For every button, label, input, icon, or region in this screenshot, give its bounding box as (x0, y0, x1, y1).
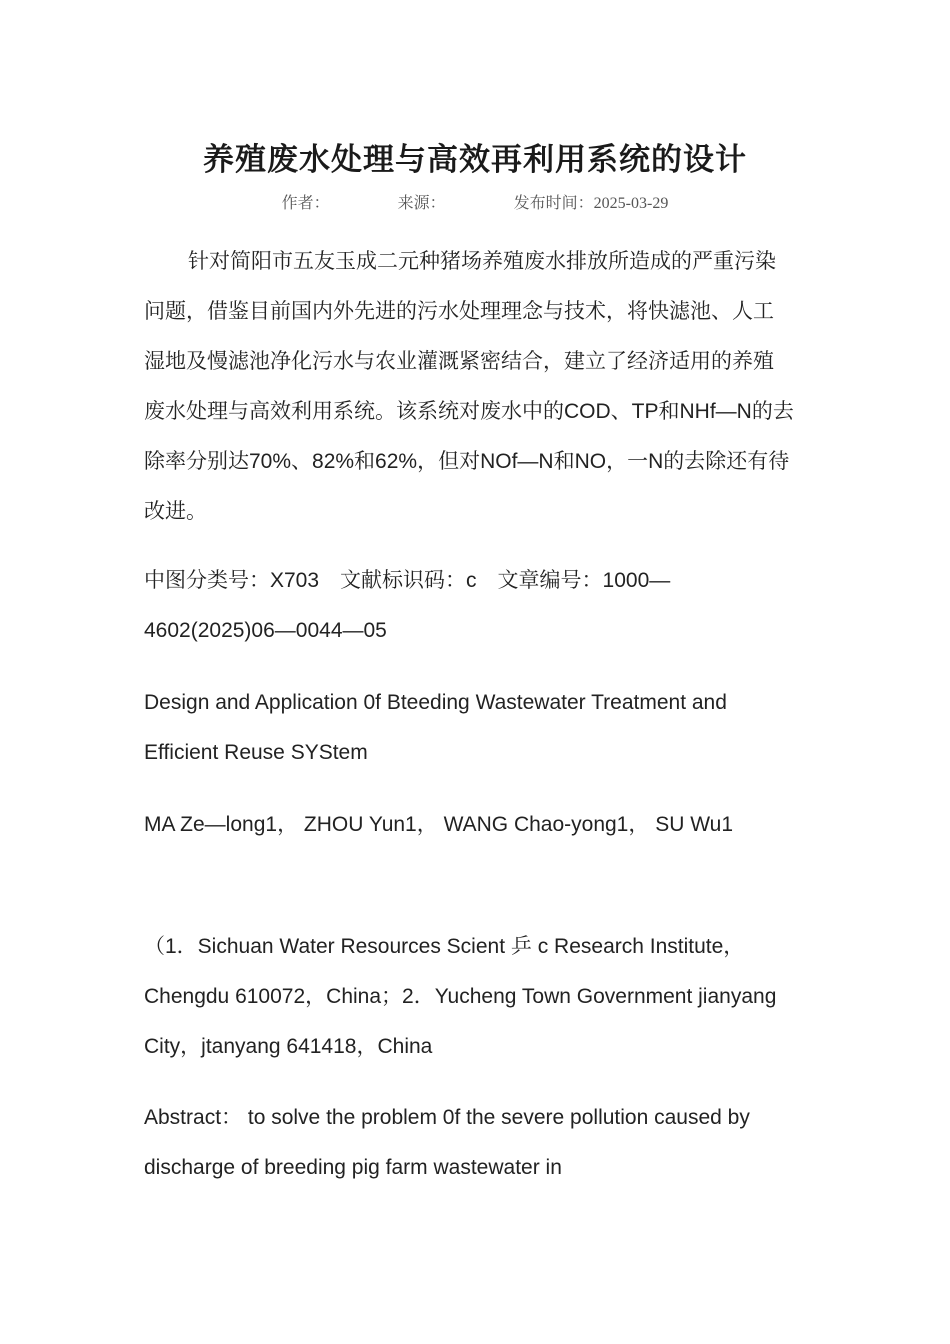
publish-date: 发布时间：2025-03-29 (513, 195, 669, 212)
classification-info: 中图分类号：X703 文献标识码：c 文章编号：1000—4602(2025)06—0044—05 (144, 569, 671, 642)
source-label: 来源： (397, 195, 446, 212)
english-title: Design and Application 0f Bteeding Wastewater Treatment and Efficient Reuse SYStem (144, 691, 727, 764)
chinese-abstract: 针对简阳市五友玉成二元种猪场养殖废水排放所造成的严重污染问题，借鉴目前国内外先进的污水处理理念与技术，将快滤池、人工湿地及慢滤池净化污水与农业灌溉紧密结合，建立了经济适用的养殖废水处理与高效利用系统。该系统对废水中的COD、TP和NHf—N的去除率分别达70%、82%和62%，但对NOf—N和NO，一N的去除还有待改进。 (144, 250, 794, 523)
document-title: 养殖废水处理与高效再利用系统的设计 (203, 142, 747, 178)
article-meta (0, 190, 950, 213)
author-label: 作者： (281, 195, 330, 212)
author-list: MA Ze—long1， ZHOU Yun1， WANG Chao-yong1， SU Wu1 (144, 813, 734, 836)
english-abstract: Abstract： to solve the problem 0f the severe pollution caused by discharge of breeding pig farm wastewater in (144, 1106, 750, 1179)
affiliations: （1．Sichuan Water Resources Scient 乒 c Research Institute，Chengdu 610072，China；2．Yucheng Town Government jianyang City，jtanyang 641418，China (144, 935, 777, 1058)
